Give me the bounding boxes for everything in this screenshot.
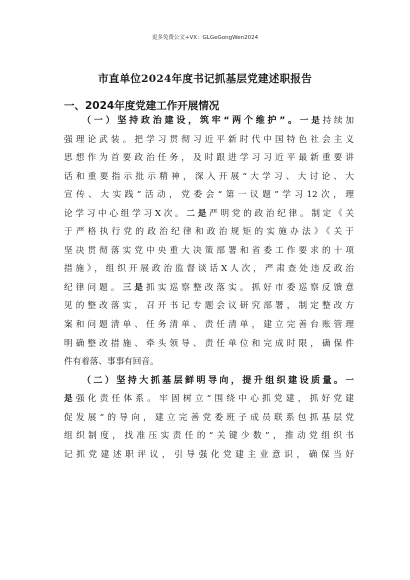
paragraph-line: （二）坚持大抓基层鲜明导向，提升组织建设质量。一 xyxy=(82,375,354,386)
paragraph-line: 是强化责任体系。牢固树立“围绕中心抓党建，抓好党建 xyxy=(64,394,354,405)
paragraph-line: 坚决贯彻落实党中央重大决策部署和省委工作要求的十项 xyxy=(64,245,354,256)
paragraph-line: 论学习中心组学习X次。二是严明党的政治纪律。制定《关 xyxy=(64,208,354,219)
subheading-1: （一）坚持政治建设，筑牢“两个维护”。 xyxy=(82,116,300,126)
paragraph-line: 案和问题清单、任务清单、责任清单，建立完善台账管理 xyxy=(64,320,354,331)
page-title: 市直单位2024年度书记抓基层党建述职报告 xyxy=(97,73,313,85)
paragraph-line: 见的整改落实，召开书记专题会议研究部署，制定整改方 xyxy=(64,301,354,312)
paragraph-line: 话和重要指示批示精神，深入开展“大学习、大讨论、大 xyxy=(64,171,354,182)
paragraph-line: 件有着落、事事有回音。 xyxy=(64,357,159,368)
paragraph-line: 措施》，组织开展政治监督谈话X人次，严肃查处违反政治 xyxy=(64,264,354,275)
paragraph-line: 强理论武装。把学习贯彻习近平新时代中国特色社会主义 xyxy=(64,134,354,145)
paragraph-line: 纪律问题。三是抓实巡察整改落实。抓好市委巡察反馈意 xyxy=(64,282,354,293)
subheading-2: （二）坚持大抓基层鲜明导向，提升组织建设质量。 xyxy=(82,375,346,386)
paragraph-line: （一）坚持政治建设，筑牢“两个维护”。一是持续加 xyxy=(82,116,354,126)
header-note: 更多免费公文+VX：GLGeGongWen2024 xyxy=(151,35,259,41)
paragraph-line: 记抓党建述职评议，引导强化党建主业意识，确保当好 xyxy=(64,449,354,460)
paragraph-line: 组织制度，找准压实责任的“关键少数”，推动党组织书 xyxy=(64,431,354,442)
paragraph-line: 于严格执行党的政治纪律和政治规矩的实施办法》《关于 xyxy=(64,227,354,238)
paragraph-line: 思想作为首要政治任务，及时跟进学习习近平最新重要讲 xyxy=(64,153,354,164)
body-text xyxy=(64,112,354,464)
paragraph-line: 明确整改措施、牵头领导、责任单位和完成时限，确保件 xyxy=(64,338,354,349)
paragraph-line: 促发展”的导向，建立完善党委班子成员联系包抓基层党 xyxy=(64,412,354,423)
section-heading-1: 一、2024年度党建工作开展情况 xyxy=(64,100,220,112)
paragraph-line: 宣传、大实践”活动，党委会“第一议题”学习12次，理 xyxy=(64,190,354,201)
